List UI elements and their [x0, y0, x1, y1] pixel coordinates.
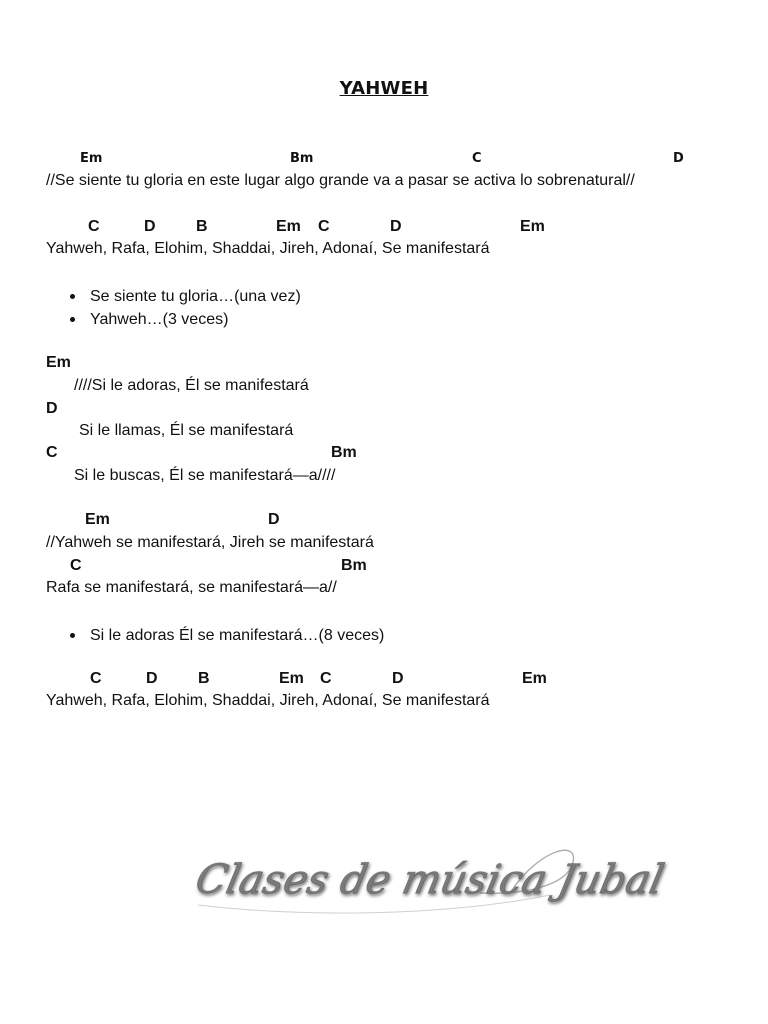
chord: C [472, 151, 482, 166]
chord: Bm [290, 151, 314, 166]
list-item: Se siente tu gloria…(una vez) [62, 285, 301, 308]
lyric-line: Si le llamas, Él se manifestará [79, 422, 294, 439]
chord: C [70, 557, 82, 574]
chord: D [390, 218, 402, 235]
lyric-line: ////Si le adoras, Él se manifestará [74, 377, 309, 394]
chord: Em [522, 670, 547, 687]
bullet-list [62, 624, 384, 647]
chord: Bm [341, 557, 367, 574]
chord: B [198, 670, 210, 687]
chord: B [196, 218, 208, 235]
signature-text: Clases de música Jubal [191, 855, 669, 903]
chord: D [144, 218, 156, 235]
chord: D [268, 511, 280, 528]
chord: Em [276, 218, 301, 235]
chord: D [46, 400, 58, 417]
signature-watermark [180, 835, 669, 925]
chord: Bm [331, 444, 357, 461]
lyric-line: //Se siente tu gloria en este lugar algo grande va a pasar se activa lo sobrenatural// [46, 172, 635, 189]
chord: Em [80, 151, 103, 166]
chord: C [88, 218, 100, 235]
chord: Em [520, 218, 545, 235]
chord: C [318, 218, 330, 235]
chord: C [90, 670, 102, 687]
list-item: Yahweh…(3 veces) [62, 308, 301, 331]
lyric-line: Rafa se manifestará, se manifestará—a// [46, 579, 337, 596]
chord: D [392, 670, 404, 687]
chord: Em [85, 511, 110, 528]
chord: D [146, 670, 158, 687]
chord: C [320, 670, 332, 687]
chord: Em [46, 354, 71, 371]
lyric-line: Yahweh, Rafa, Elohim, Shaddai, Jireh, Adonaí, Se manifestará [46, 692, 490, 709]
chord: D [673, 151, 684, 166]
bullet-list [62, 285, 301, 331]
chord: Em [279, 670, 304, 687]
song-title: YAHWEH [339, 78, 429, 99]
lyric-line: Si le buscas, Él se manifestará—a//// [74, 467, 336, 484]
list-item: Si le adoras Él se manifestará…(8 veces) [62, 624, 384, 647]
lyric-line: //Yahweh se manifestará, Jireh se manifestará [46, 534, 374, 551]
chord: C [46, 444, 58, 461]
lyric-line: Yahweh, Rafa, Elohim, Shaddai, Jireh, Adonaí, Se manifestará [46, 240, 490, 257]
